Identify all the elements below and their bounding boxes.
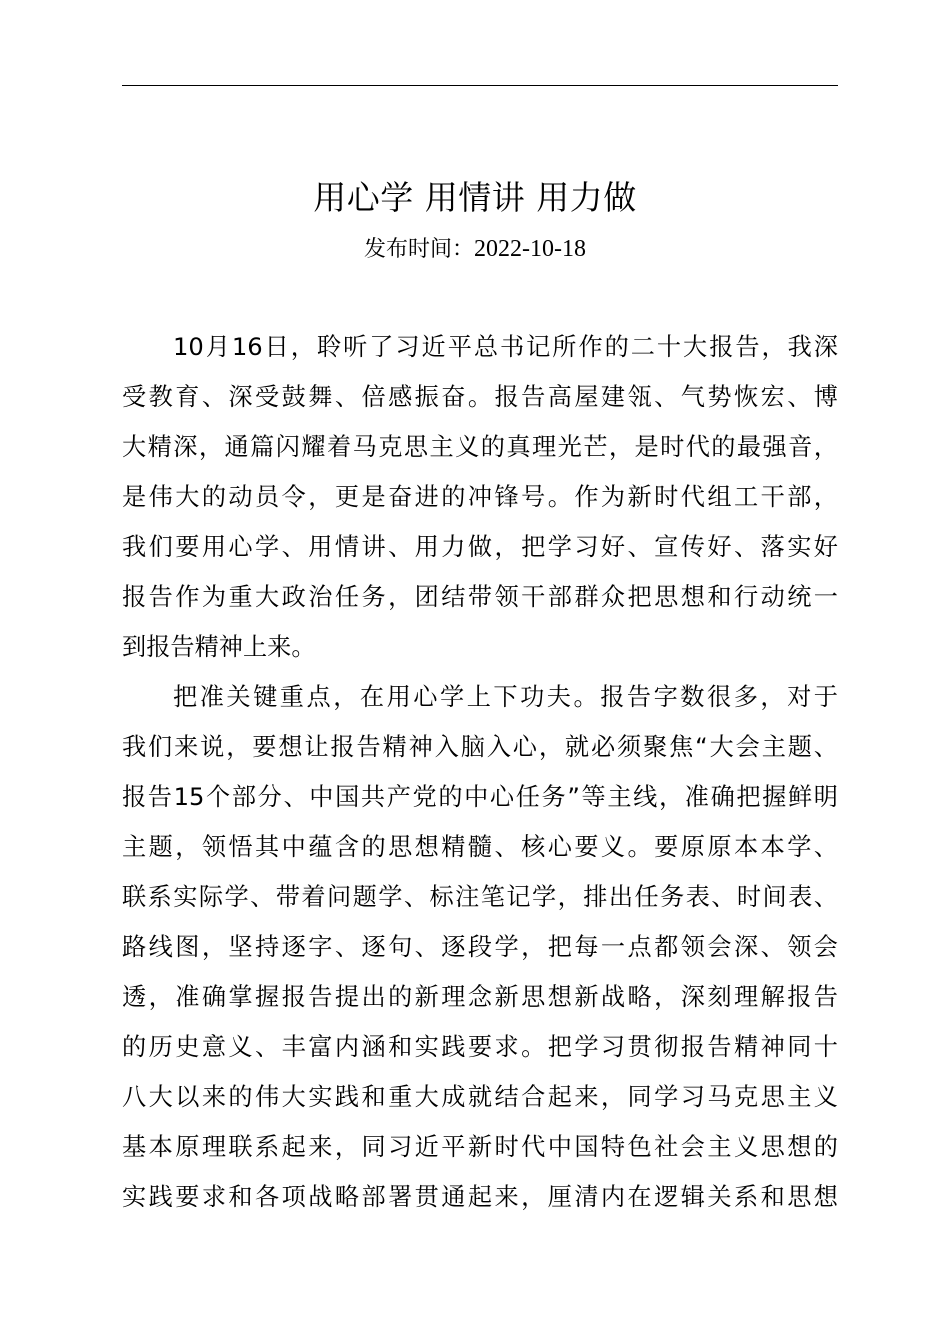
paragraph-1-line-7: 到报告精神上来。	[122, 633, 316, 661]
article-body	[122, 322, 838, 1222]
paragraph-1-line-6: 报告作为重大政治任务，团结带领干部群众把思想和行动统一	[122, 583, 838, 611]
paragraph-2-line-11: 实践要求和各项战略部署贯通起来，厘清内在逻辑关系和思想	[122, 1183, 838, 1211]
paragraph-2-line-7: 透，准确掌握报告提出的新理念新思想新战略，深刻理解报告	[122, 983, 838, 1011]
paragraph-1-line-5: 我们要用心学、用情讲、用力做，把学习好、宣传好、落实好	[122, 533, 838, 561]
paragraph-2-line-9: 八大以来的伟大实践和重大成就结合起来，同学习马克思主义	[122, 1083, 838, 1111]
paragraph-2-line-6: 路线图，坚持逐字、逐句、逐段学，把每一点都领会深、领会	[122, 933, 838, 961]
paragraph-1-line-3: 大精深，通篇闪耀着马克思主义的真理光芒，是时代的最强音，	[122, 433, 838, 461]
paragraph-1-line-2: 受教育、深受鼓舞、倍感振奋。报告高屋建瓴、气势恢宏、博	[122, 383, 838, 411]
publish-date	[0, 233, 950, 266]
paragraph-2-line-2: 我们来说，要想让报告精神入脑入心，就必须聚焦“大会主题、	[122, 733, 838, 761]
publish-date-label: 发布时间：	[364, 237, 475, 262]
publish-date-value: 2022-10-18	[474, 236, 586, 262]
page-title: 用心学 用情讲 用力做	[313, 178, 637, 217]
header-rule	[122, 85, 838, 86]
paragraph-2-line-8: 的历史意义、丰富内涵和实践要求。把学习贯彻报告精神同十	[122, 1033, 838, 1061]
paragraph-2-line-1: 把准关键重点，在用心学上下功夫。报告字数很多，对于	[173, 683, 838, 711]
paragraph-2-line-3: 报告15个部分、中国共产党的中心任务”等主线，准确把握鲜明	[122, 783, 838, 811]
paragraph-2-line-10: 基本原理联系起来，同习近平新时代中国特色社会主义思想的	[122, 1133, 838, 1161]
paragraph-2-line-5: 联系实际学、带着问题学、标注笔记学，排出任务表、时间表、	[122, 883, 838, 911]
paragraph-2-line-4: 主题，领悟其中蕴含的思想精髓、核心要义。要原原本本学、	[122, 833, 838, 861]
paragraph-1-line-4: 是伟大的动员令，更是奋进的冲锋号。作为新时代组工干部，	[122, 483, 838, 511]
paragraph-1-line-1: 10月16日，聆听了习近平总书记所作的二十大报告，我深	[173, 333, 838, 361]
